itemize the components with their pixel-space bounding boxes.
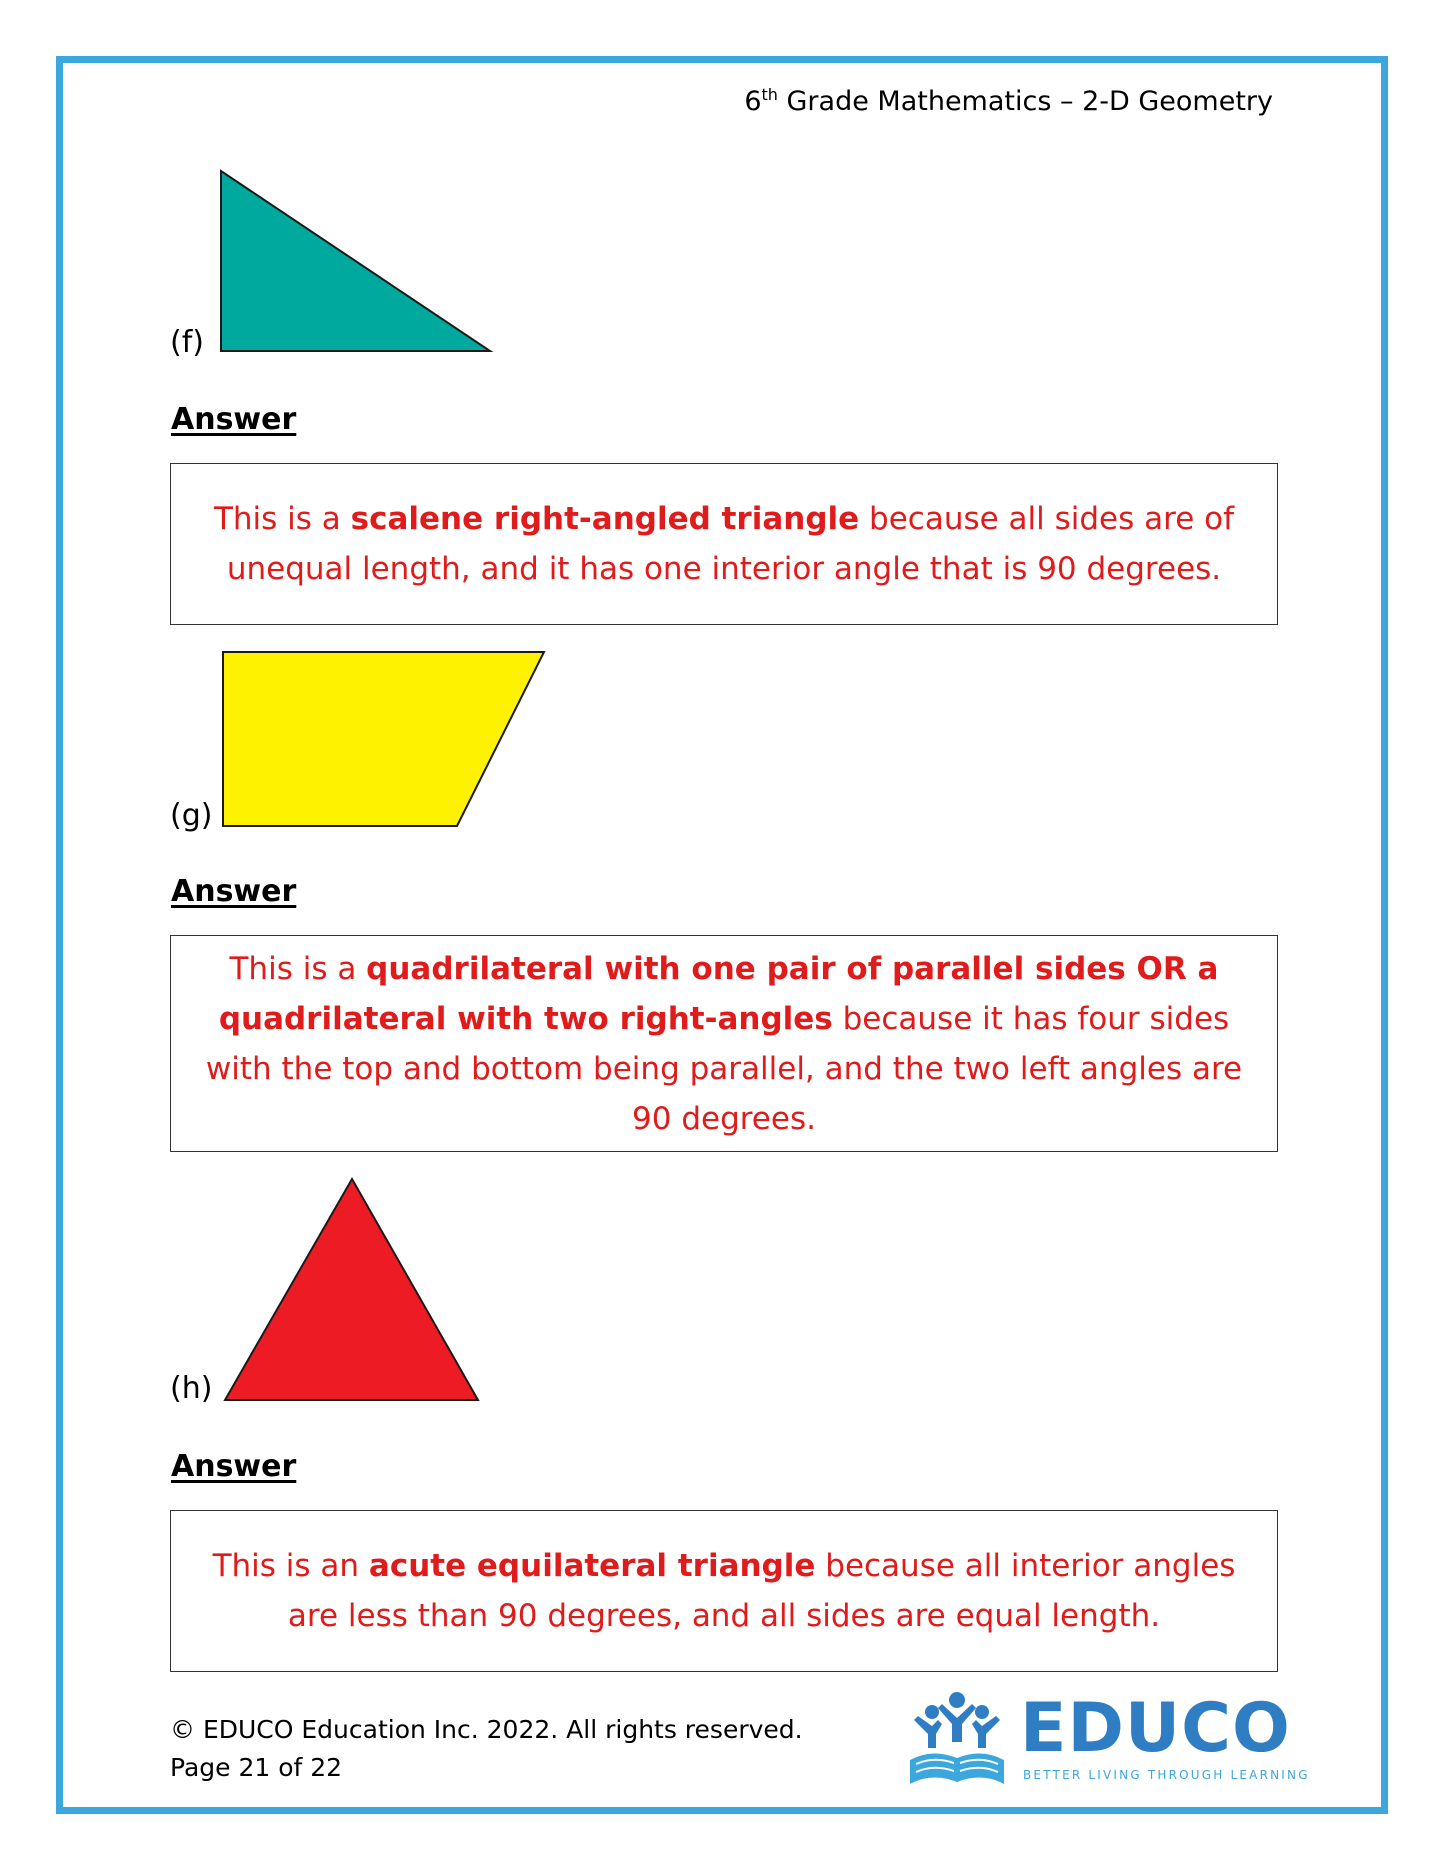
- copyright-text: © EDUCO Education Inc. 2022. All rights reserved.: [170, 1715, 803, 1744]
- right-trapezoid-shape: [220, 649, 548, 829]
- page-number: Page 21 of 22: [170, 1753, 343, 1782]
- grade-number: 6: [744, 86, 762, 117]
- answer-key-term: quadrilateral with one pair of parallel sides OR a quadrilateral with two right-angles: [218, 950, 1219, 1037]
- item-label-g: (g): [170, 798, 213, 833]
- answer-key-term: acute equilateral triangle: [368, 1548, 816, 1584]
- answer-box-f: [170, 463, 1278, 625]
- answer-heading-f: Answer: [171, 402, 297, 437]
- page-header: [744, 86, 1273, 117]
- answer-box-h: [170, 1510, 1278, 1672]
- answer-heading-g: Answer: [171, 874, 297, 909]
- answer-box-g: [170, 935, 1278, 1152]
- answer-heading-h: Answer: [171, 1449, 297, 1484]
- answer-text-g: This is a quadrilateral with one pair of parallel sides OR a quadrilateral with two right-angles because it has four sides with the top and bottom being parallel, and the two left angles are 90 degrees.: [205, 950, 1243, 1137]
- logo-tagline: BETTER LIVING THROUGH LEARNING: [1023, 1768, 1310, 1782]
- logo-wordmark: EDUCO: [1020, 1689, 1291, 1768]
- answer-key-term: scalene right-angled triangle: [350, 501, 860, 537]
- header-title: Grade Mathematics – 2-D Geometry: [777, 86, 1273, 117]
- educo-logo: [902, 1689, 1310, 1790]
- grade-suffix: th: [761, 85, 778, 104]
- answer-text-h: This is an acute equilateral triangle because all interior angles are less than 90 degrees, and all sides are equal length.: [212, 1548, 1236, 1634]
- scalene-right-triangle-shape: [218, 168, 494, 354]
- equilateral-triangle-shape: [222, 1176, 482, 1404]
- answer-text-f: This is a scalene right-angled triangle because all sides are of unequal length, and it has one interior angle that is 90 degrees.: [213, 501, 1235, 587]
- item-label-f: (f): [170, 325, 204, 360]
- item-label-h: (h): [170, 1371, 213, 1406]
- people-reading-book-icon: [902, 1690, 1012, 1790]
